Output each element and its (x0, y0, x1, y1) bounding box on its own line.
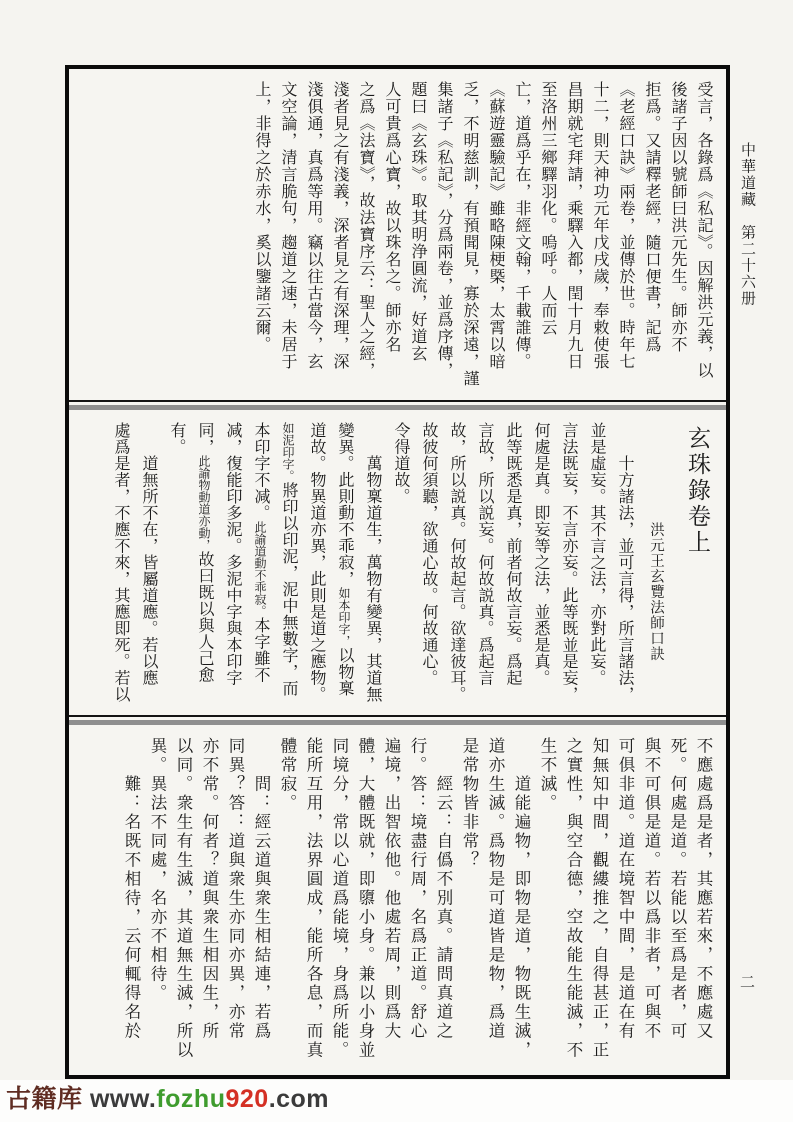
text-column: 文空論，清言脆句，趨道之速，未居于 (279, 81, 296, 370)
text-column: 異。異法不同處，名亦不相待。 (148, 737, 167, 1003)
text-column: 能所互用，法界圓成，能所各息，而真 (304, 737, 323, 1060)
text-column: 集諸子《私記》，分爲兩卷，並爲序傳， (435, 81, 452, 379)
text-column: 題曰《玄珠》。取其明浄圓流，好道玄 (409, 81, 426, 362)
text-column: 十二，則天神功元年戊戌歲，奉敕使張 (591, 81, 608, 370)
section-title: 玄珠錄卷上 (685, 426, 710, 556)
page-number: 二 (740, 975, 756, 991)
section-xuanzhulu-continued (69, 725, 726, 1075)
text-column: 問：經云道與衆生相結連，若爲 (252, 737, 271, 1041)
text-column: 受言，各錄爲《私記》。因解洪元義，以 (695, 81, 712, 379)
text-column: 言法既妄，不言亦妄。此等既並是妄， (560, 422, 577, 703)
text-column: 知無知中間，觀縷推之，自得甚正，正 (590, 737, 609, 1060)
text-column: 是常物皆非常？ (460, 737, 479, 870)
collection-title: 中華道藏 第二十六册 (739, 142, 755, 307)
page-frame (65, 65, 730, 1079)
text-column: 《老經口訣》兩卷，並傳於世。時年七 (617, 81, 634, 370)
text-column: 之實性，與空合德，空故能生能滅，不 (564, 737, 583, 1060)
text-column: 並是虛妄。其不言之法，亦對此妄。 (588, 422, 605, 686)
text-column: 如泥印字。將印以印泥，泥中無數字，而 (280, 422, 297, 697)
text-column: 道能遍物，即物是道，物既生滅， (512, 737, 531, 1060)
text-column: 减，復能印多泥。多泥中字與本印字 (224, 422, 241, 686)
text-column: 萬物稟道生，萬物有變異，其道無 (364, 422, 381, 703)
text-column: 何處是真。即妄等之法，並悉是真。 (532, 422, 549, 686)
section-preface (69, 69, 726, 400)
text-column: 處爲是者，不應不來，其應即死。若以 (112, 422, 129, 703)
text-column: 體常寂。 (278, 737, 297, 813)
text-column: 道故。物異道亦異，此則是道之應物。 (308, 422, 325, 703)
watermark-logo: 古籍库 www.fozhu920.com (6, 1085, 330, 1113)
text-column: 亡，道爲乎在，非經文翰，千載誰傳。 (513, 81, 530, 370)
text-column: 故，所以説真。何故起言。欲達彼耳。 (448, 422, 465, 703)
text-column: 同異？答：道與衆生亦同亦異，亦常 (226, 737, 245, 1041)
text-column: 體，大體既就，即隳小身。兼以小身並 (356, 737, 375, 1060)
author-line: 洪元王玄覽法師口訣 (648, 522, 664, 662)
text-column: 拒爲。又請釋老經，隨口便書，記爲 (643, 81, 660, 353)
text-column: 道亦生滅。爲物是可道皆是物，爲道 (486, 737, 505, 1041)
text-column: 亦不常。何者？道與衆生相因生，所 (200, 737, 219, 1041)
text-column: 言故，所以説妄。何故説真。爲起言 (476, 422, 493, 686)
section-xuanzhulu-start (69, 410, 726, 715)
text-column: 《蘇遊靈驗記》雖略陳梗槩，太霄以暗 (487, 81, 504, 370)
text-column: 同，此諭物動道亦動，故曰既以與人己愈 (196, 422, 213, 683)
text-column: 行。答：境盡行周，名爲正道。舒心 (408, 737, 427, 1041)
text-column: 本印字不减。此諭道動不乖寂。本字雖不 (252, 422, 269, 683)
text-column: 令得道故。 (392, 422, 409, 505)
text-column: 難：名既不相待，云何輒得名於 (122, 737, 141, 1041)
text-column: 不應處爲是者，其應若來，不應處又 (694, 737, 713, 1041)
text-column: 後諸子因以號師曰洪元先生。師亦不 (669, 81, 686, 353)
text-column: 遍境，出智依他。他處若周，則爲大 (382, 737, 401, 1041)
text-column: 乏，不明慈訓，有預聞見，寡於深遠，謹 (461, 81, 478, 387)
text-column: 同境分，常以心道爲能境，身爲所能。 (330, 737, 349, 1060)
text-column: 可俱非道。道在境智中間，是道在有 (616, 737, 635, 1041)
text-column: 十方諸法，並可言得，所言諸法， (616, 422, 633, 703)
text-column: 生不滅。 (538, 737, 557, 813)
text-column: 道無所不在，皆屬道應。若以應 (140, 422, 157, 686)
text-column: 上，非得之於赤水，奚以鑒諸云爾。 (253, 81, 270, 353)
text-column: 變異。此則動不乖寂，如本印字，以物稟 (336, 422, 353, 697)
text-column: 昌期就宅拜請，乘驛入都，閏十月九日 (565, 81, 582, 370)
text-column: 淺者見之有淺義，深者見之有深理，深 (331, 81, 348, 370)
text-column: 有。 (168, 422, 185, 455)
text-column: 淺俱通，真爲等用。竊以往古當今，玄 (305, 81, 322, 370)
text-column: 死。何處是道。若能以至爲是者，可 (668, 737, 687, 1041)
section-divider (69, 400, 726, 410)
text-column: 之爲《法寶》，故法寶序云：聖人之經， (357, 81, 374, 379)
text-column: 人可貴爲心寶，故以珠名之。師亦名 (383, 81, 400, 353)
text-column: 經云：自僞不別真。請問真道之 (434, 737, 453, 1041)
section-divider (69, 715, 726, 725)
text-column: 故彼何須聽，欲通心故。何故通心。 (420, 422, 437, 686)
text-column: 以同。衆生有生滅，其道無生滅，所以 (174, 737, 193, 1060)
text-column: 與不可俱是道。若以爲非者，可與不 (642, 737, 661, 1041)
text-column: 至洛州三鄉驛羽化。嗚呼。人而云 (539, 81, 556, 336)
text-column: 此等既悉是真，前者何故言妄。爲起 (504, 422, 521, 686)
